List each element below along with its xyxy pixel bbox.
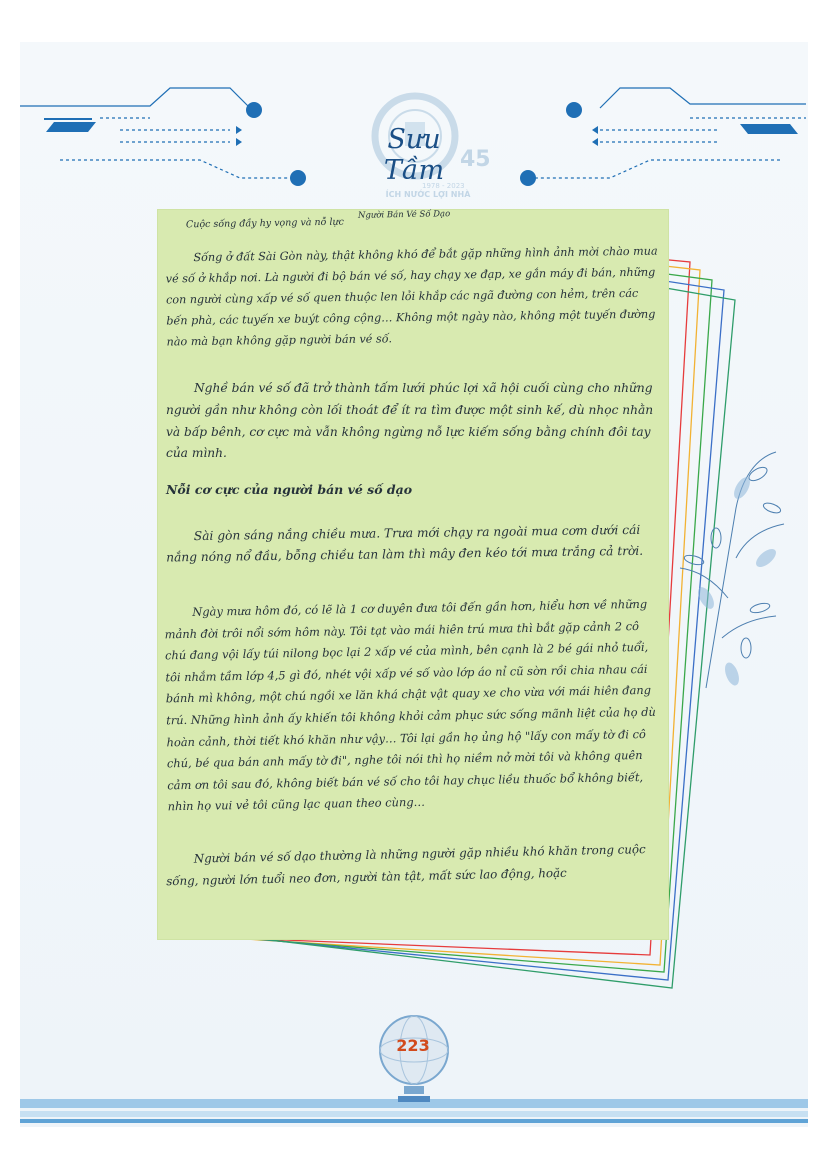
paragraph-3: Sài gòn sáng nắng chiều mưa. Trưa mới chạy ra ngoài mua cơm dưới cái nắng nóng nổ đầu, bỗng chiều tan làm thì mây đen kéo tới mưa trắng cả trời. bbox=[166, 522, 644, 564]
paragraph-1: Sống ở đất Sài Gòn này, thật không khó để bắt gặp những hình ảnh mời chào mua vé số ở khắp nơi. Là người đi bộ bán vé số, hay chạy xe đạp, xe gắn máy đi bán, những con người cùng xấp vé số quen thuộc len lỏi khắp các ngã đường con hẻm, trên các bến phà, các tuyến xe buýt công cộng… Không một ngày nào, không một tuyến đường nào mà bạn không gặp người bán vé số. bbox=[165, 244, 658, 349]
logo-slogan: ÍCH NƯỚC LỢI NHÀ bbox=[385, 190, 471, 199]
handwritten-document bbox=[158, 210, 668, 939]
page-section-title: Sưu Tầm bbox=[383, 124, 445, 186]
document-heading: Cuộc sống đầy hy vọng và nỗ lực bbox=[185, 216, 345, 231]
section-heading: Nỗi cơ cực của người bán vé số dạo bbox=[166, 482, 413, 497]
globe-page-badge-icon bbox=[374, 1006, 454, 1114]
paragraph-4: Ngày mưa hôm đó, có lẽ là 1 cơ duyên đưa tôi đến gần hơn, hiểu hơn về những mảnh đời trôi nổi sớm hôm này. Tôi tạt vào mái hiên trú mưa thì bắt gặp cảnh 2 cô chú đang vội lấy túi nilong bọc lại 2 xấp vé của mình, bên cạnh là 2 bé gái nhỏ tuổi, tôi nhắm tầm lớp 4,5 gì đó, nhét vội xấp vé số vào lớp áo nỉ cũ sờn rồi chia nhau cái bánh mì không, một chú ngồi xe lăn khá chật vật quay xe cho vừa với mái hiên đang trú. Những hình ảnh ấy khiến tôi không khỏi cảm phục sức sống mãnh liệt của họ dù hoàn cảnh, thời tiết khó khăn như vậy… Tôi lại gần họ ủng hộ "lấy con mấy tờ đi cô chú, bé qua bán anh mấy tờ đi", nghe tôi nói thì họ niềm nở mời tôi và không quên cảm ơn tôi sau đó, không biết bán vé số cho tôi hay chục liều thuốc bổ không biết, nhìn họ vui vẻ tôi cũng lạc quan theo cùng… bbox=[164, 596, 656, 814]
document-label: Người Bán Vé Số Dạo bbox=[357, 209, 451, 221]
svg-text:1978 - 2023: 1978 - 2023 bbox=[422, 182, 465, 190]
paragraph-2: Nghề bán vé số đã trở thành tấm lưới phúc lợi xã hội cuối cùng cho những người gần như không còn lối thoát để ít ra tìm được một sinh kế, dù nhọc nhằn và bấp bênh, cơ cực mà vẫn không ngừng nỗ lực kiếm sống bằng chính đôi tay của mình. bbox=[166, 381, 654, 461]
paragraph-5: Người bán vé số dạo thường là những người gặp nhiều khó khăn trong cuộc sống, người lớn tuổi neo đơn, người tàn tật, mất sức lao động, hoặc bbox=[166, 842, 646, 888]
page-number: 223 bbox=[396, 1036, 430, 1055]
floral-decoration-icon bbox=[676, 448, 788, 696]
logo-anniversary-text: 45 bbox=[460, 147, 491, 172]
